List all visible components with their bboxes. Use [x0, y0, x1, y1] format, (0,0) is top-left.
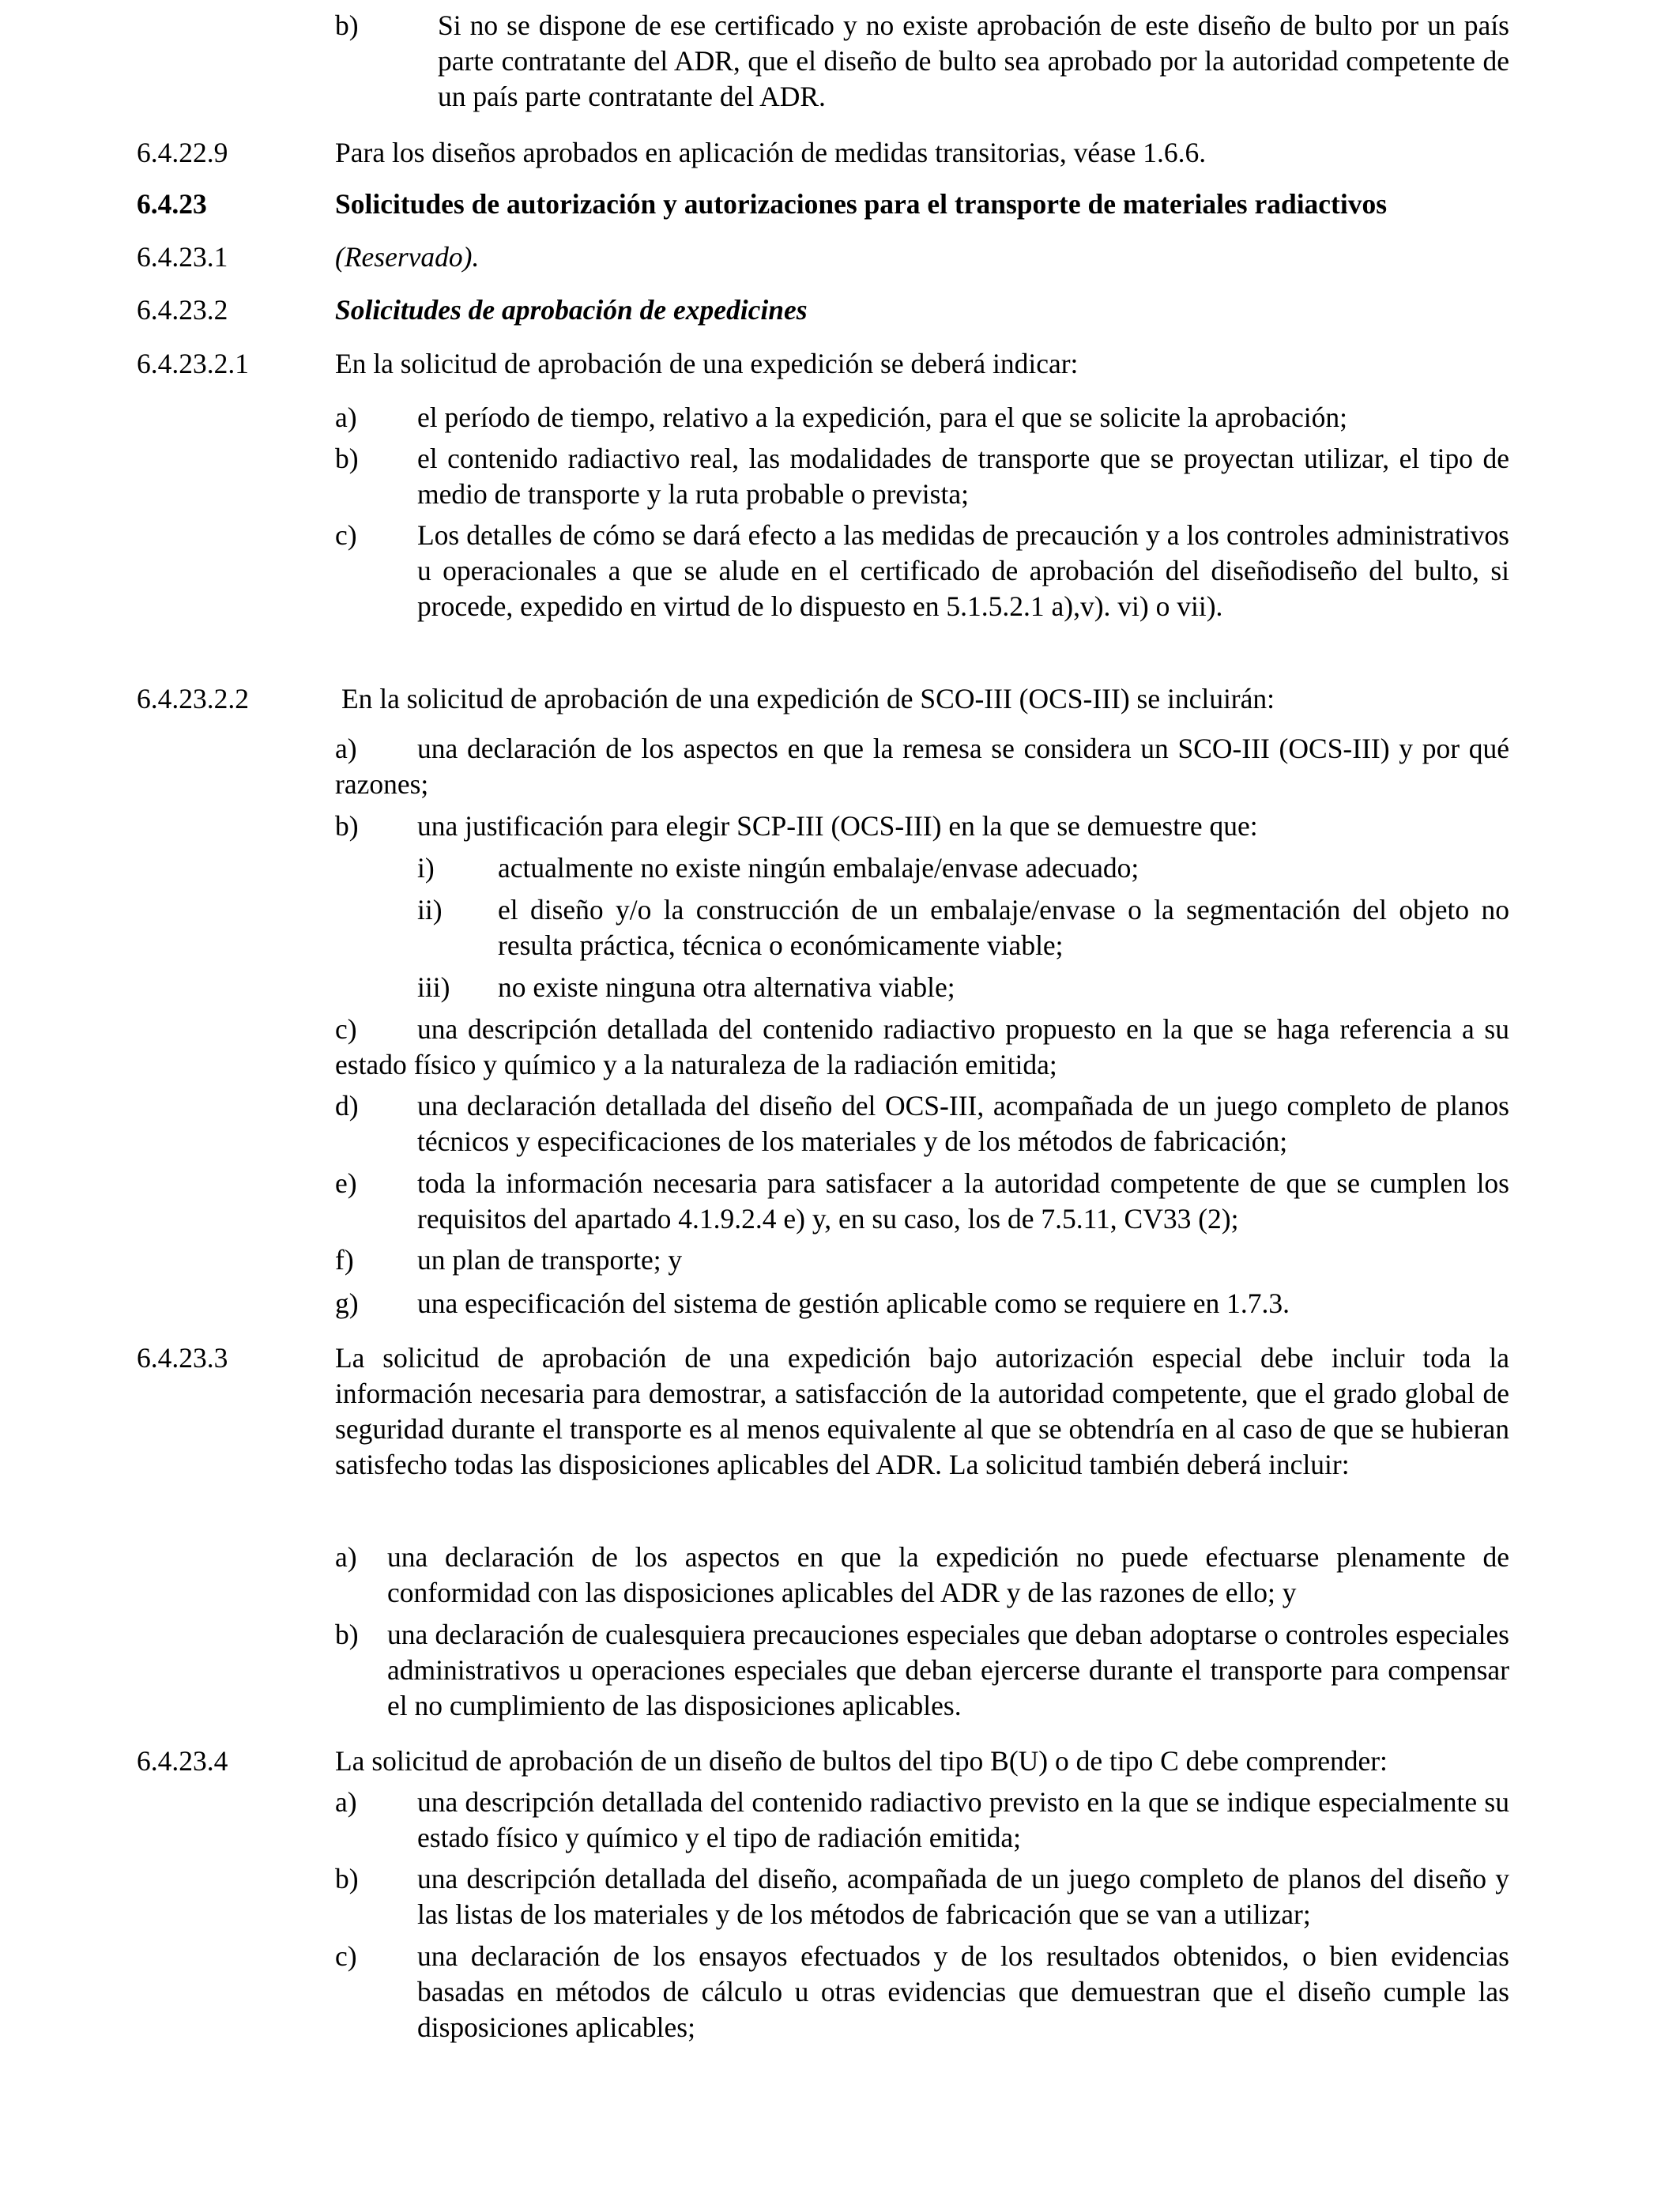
list-item-label: b) — [335, 9, 359, 41]
list-item-text: toda la información necesaria para satisfacer a la autoridad competente de que se cumplen los requisitos del apartado 4.1.9.2.4 e) y, en su caso, los de 7.5.11, CV33 (2); — [417, 1167, 1509, 1235]
list-item-label: a) — [335, 733, 357, 764]
section-number: 6.4.23.2.2 — [137, 683, 249, 714]
sub-list-item-label: iii) — [417, 971, 450, 1003]
list-item-text: una justificación para elegir SCP-III (OCS-III) en la que se demuestre que: — [417, 810, 1258, 842]
list-item-text: Los detalles de cómo se dará efecto a las medidas de precaución y a los controles administrativos u operacionales a que se alude en el certificado de aprobación del diseñodiseño del bulto, si procede, expedido en virtud de lo dispuesto en 5.1.5.2.1 a),v). vi) o vii). — [417, 519, 1509, 622]
sub-list-item-label: ii) — [417, 894, 443, 925]
list-item-label: a) — [335, 1541, 357, 1573]
sub-list-item-text: el diseño y/o la construcción de un embalaje/envase o la segmentación del objeto no resulta práctica, técnica o económicamente viable; — [498, 894, 1509, 961]
list-item-text: una especificación del sistema de gestión aplicable como se requiere en 1.7.3. — [417, 1287, 1290, 1319]
section-number: 6.4.23.2 — [137, 294, 228, 326]
list-item-text: una descripción detallada del diseño, acompañada de un juego completo de planos del diseño y las listas de los materiales y de los métodos de fabricación que se van a utilizar; — [417, 1863, 1509, 1930]
sub-list-item-label: i) — [417, 852, 435, 884]
sub-list-item-text: no existe ninguna otra alternativa viable; — [498, 971, 955, 1003]
sub-list-item-text: actualmente no existe ningún embalaje/envase adecuado; — [498, 852, 1139, 884]
list-item-label: a) — [335, 1786, 357, 1818]
list-item-label: f) — [335, 1244, 354, 1276]
section-text: La solicitud de aprobación de un diseño de bultos del tipo B(U) o de tipo C debe comprender: — [335, 1745, 1388, 1777]
list-item-label: e) — [335, 1167, 357, 1199]
list-item-text: una declaración de los ensayos efectuados y de los resultados obtenidos, o bien evidencias basadas en métodos de cálculo u otras evidencias que demuestran que el diseño cumple las disposiciones aplicables; — [417, 1940, 1509, 2043]
section-number: 6.4.23.3 — [137, 1342, 228, 1374]
list-item-label: g) — [335, 1287, 359, 1319]
list-item-text: el contenido radiactivo real, las modalidades de transporte que se proyectan utilizar, el tipo de medio de transporte y la ruta probable o prevista; — [417, 443, 1509, 510]
list-item-label: b) — [335, 1863, 359, 1894]
section-number: 6.4.23.1 — [137, 241, 228, 273]
list-item-text: Si no se dispone de ese certificado y no existe aprobación de este diseño de bulto por un país parte contratante del ADR, que el diseño de bulto sea aprobado por la autoridad competente de un país parte contratante del ADR. — [438, 9, 1509, 112]
section-text: Para los diseños aprobados en aplicación de medidas transitorias, véase 1.6.6. — [335, 137, 1207, 168]
list-item-text: c) una descripción detallada del contenido radiactivo propuesto en la que se haga referencia a su estado físico y químico y a la naturaleza de la radiación emitida; — [335, 1013, 1509, 1080]
list-item-label: b) — [335, 810, 359, 842]
section-heading: Solicitudes de autorización y autorizaciones para el transporte de materiales radiactivos — [335, 188, 1388, 220]
list-item-text: una declaración de cualesquiera precauciones especiales que deban adoptarse o controles especiales administrativos u operaciones especiales que deban ejercerse durante el transporte para compensar el no cumplimiento de las disposiciones aplicables. — [387, 1619, 1509, 1721]
section-text: La solicitud de aprobación de una expedición bajo autorización especial debe incluir toda la información necesaria para demostrar, a satisfacción de la autoridad competente, que el grado global de seguridad durante el transporte es al menos equivalente al que se obtendría en al caso de que se hubieran satisfecho todas las disposiciones aplicables del ADR. La solicitud también deberá incluir: — [335, 1342, 1509, 1480]
list-item-label: b) — [335, 443, 359, 474]
section-number: 6.4.23.2.1 — [137, 348, 249, 379]
list-item-label: c) — [335, 1940, 357, 1972]
list-item-text: un plan de transporte; y — [417, 1244, 683, 1276]
section-text: (Reservado). — [335, 241, 480, 273]
list-item-label: c) — [335, 1013, 357, 1045]
list-item-text: una declaración detallada del diseño del OCS-III, acompañada de un juego completo de planos técnicos y especificaciones de los materiales y de los métodos de fabricación; — [417, 1090, 1509, 1157]
list-item-text: una declaración de los aspectos en que la expedición no puede efectuarse plenamente de conformidad con las disposiciones aplicables del ADR y de las razones de ello; y — [387, 1541, 1509, 1608]
list-item-text: una descripción detallada del contenido radiactivo previsto en la que se indique especialmente su estado físico y químico y el tipo de radiación emitida; — [417, 1786, 1509, 1853]
section-number: 6.4.22.9 — [137, 137, 228, 168]
list-item-text: el período de tiempo, relativo a la expedición, para el que se solicite la aprobación; — [417, 401, 1347, 433]
section-number: 6.4.23 — [137, 188, 207, 220]
section-number: 6.4.23.4 — [137, 1745, 228, 1777]
section-heading: Solicitudes de aprobación de expedicines — [335, 294, 808, 326]
section-text: En la solicitud de aprobación de una expedición se deberá indicar: — [335, 348, 1079, 379]
section-text: En la solicitud de aprobación de una expedición de SCO-III (OCS-III) se incluirán: — [341, 683, 1275, 714]
list-item-text: a) una declaración de los aspectos en que la remesa se considera un SCO-III (OCS-III) y por qué razones; — [335, 733, 1509, 800]
list-item-label: d) — [335, 1090, 359, 1122]
list-item-label: a) — [335, 401, 357, 433]
list-item-label: b) — [335, 1619, 359, 1650]
list-item-label: c) — [335, 519, 357, 551]
